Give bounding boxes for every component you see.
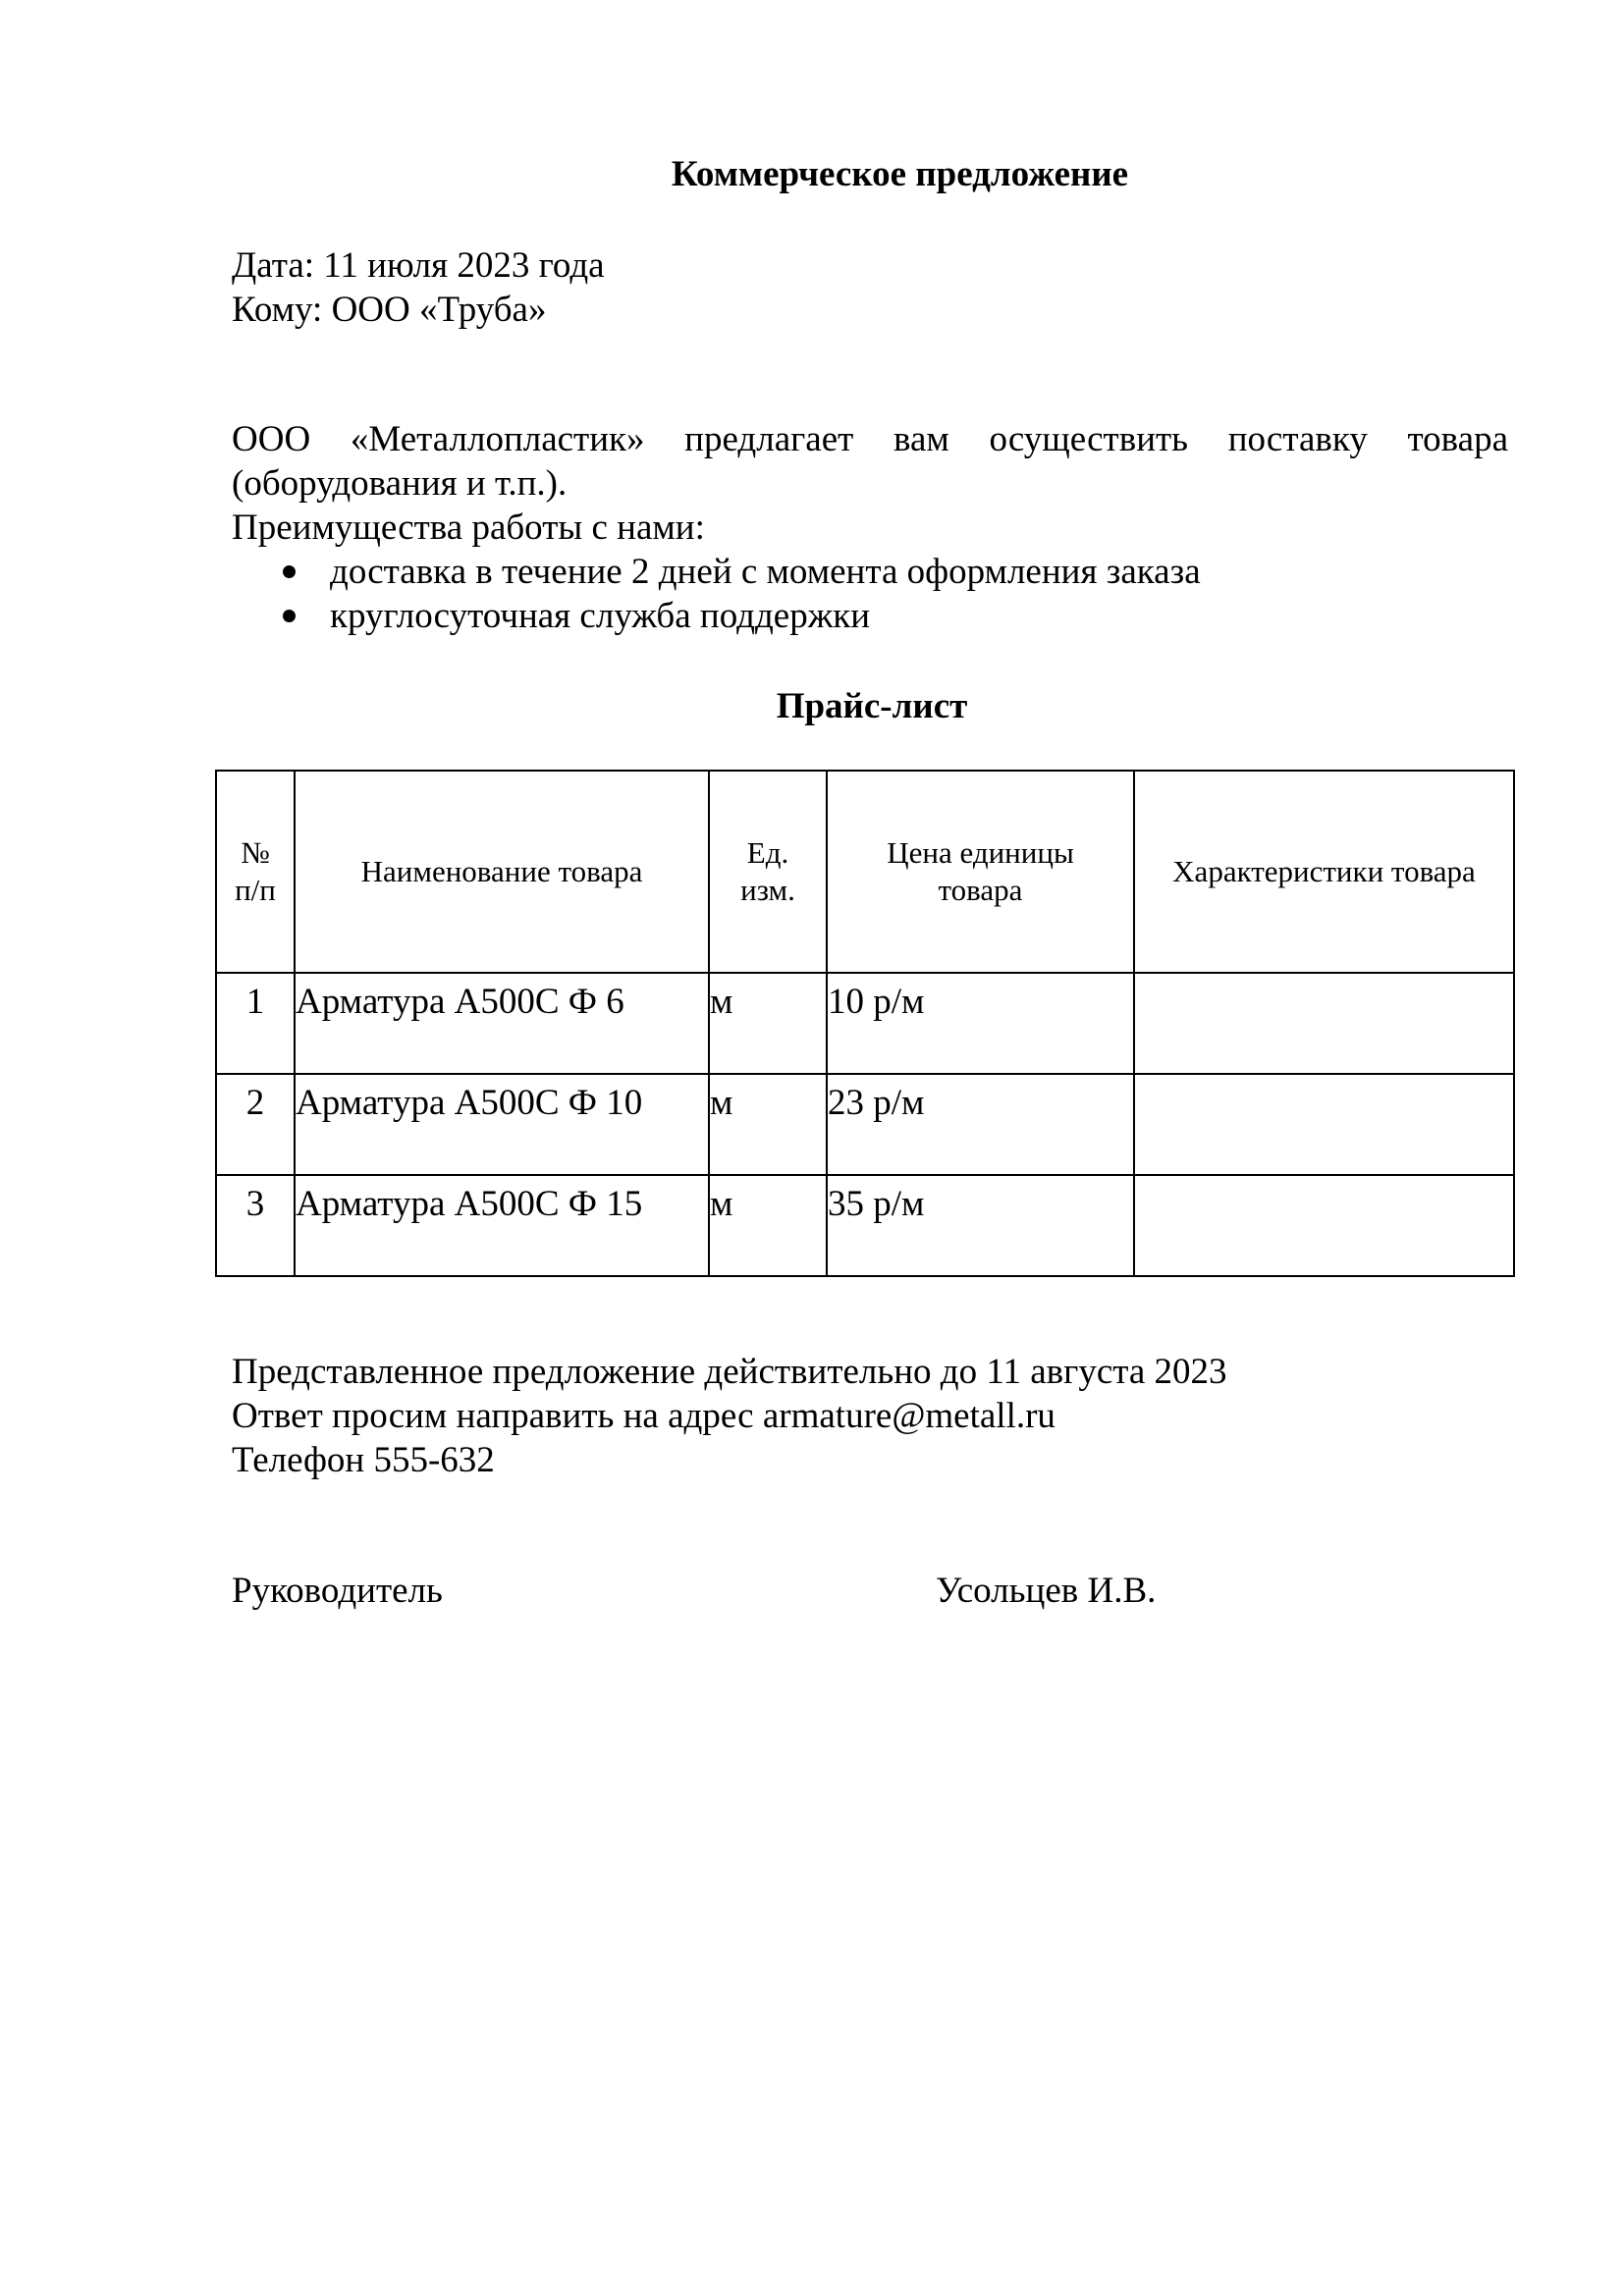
date-line: Дата: 11 июля 2023 года	[232, 245, 605, 286]
bullet-icon	[283, 610, 296, 622]
header-number-line2: п/п	[235, 873, 276, 907]
header-price-line1: Цена единицы	[887, 835, 1074, 870]
header-price	[827, 771, 1134, 973]
header-price-line2: товара	[938, 873, 1023, 907]
validity-line: Представленное предложение действительно до 11 августа 2023	[232, 1352, 1227, 1392]
cell-price: 35 р/м	[827, 1175, 1134, 1276]
cell-specs	[1134, 973, 1514, 1074]
table-row	[216, 1074, 1514, 1175]
advantages-list	[232, 550, 1201, 638]
recipient-line: Кому: ООО «Труба»	[232, 290, 547, 330]
cell-name: Арматура А500С Ф 15	[295, 1175, 709, 1276]
advantage-text: доставка в течение 2 дней с момента оформления заказа	[330, 552, 1201, 592]
table-row	[216, 973, 1514, 1074]
advantage-text: круглосуточная служба поддержки	[330, 596, 871, 636]
header-unit	[709, 771, 827, 973]
signatory-name: Усольцев И.В.	[936, 1571, 1157, 1611]
header-name: Наименование товара	[295, 771, 709, 973]
header-number	[216, 771, 295, 973]
cell-name: Арматура А500С Ф 10	[295, 1074, 709, 1175]
cell-price: 10 р/м	[827, 973, 1134, 1074]
phone-line: Телефон 555-632	[232, 1440, 495, 1480]
price-table	[215, 770, 1515, 1277]
price-list-title: Прайс-лист	[776, 686, 968, 726]
cell-number: 1	[216, 973, 295, 1074]
header-specs: Характеристики товара	[1134, 771, 1514, 973]
advantages-heading: Преимущества работы с нами:	[232, 507, 705, 548]
header-unit-line2: изм.	[740, 873, 795, 907]
cell-unit: м	[709, 973, 827, 1074]
list-item	[232, 550, 1201, 594]
cell-unit: м	[709, 1074, 827, 1175]
bullet-icon	[283, 565, 296, 578]
cell-name: Арматура А500С Ф 6	[295, 973, 709, 1074]
header-unit-line1: Ед.	[746, 835, 789, 870]
header-number-line1: №	[241, 835, 270, 870]
list-item	[232, 594, 1201, 638]
cell-unit: м	[709, 1175, 827, 1276]
signatory-position: Руководитель	[232, 1571, 443, 1611]
cell-price: 23 р/м	[827, 1074, 1134, 1175]
cell-specs	[1134, 1175, 1514, 1276]
cell-specs	[1134, 1074, 1514, 1175]
reply-address-line: Ответ просим направить на адрес armature@metall.ru	[232, 1396, 1056, 1436]
document-title: Коммерческое предложение	[671, 154, 1129, 194]
table-header-row	[216, 771, 1514, 973]
cell-number: 2	[216, 1074, 295, 1175]
cell-number: 3	[216, 1175, 295, 1276]
intro-paragraph: ООО «Металлопластик» предлагает вам осуществить поставку товара (оборудования и т.п.).	[232, 419, 1508, 504]
table-row	[216, 1175, 1514, 1276]
